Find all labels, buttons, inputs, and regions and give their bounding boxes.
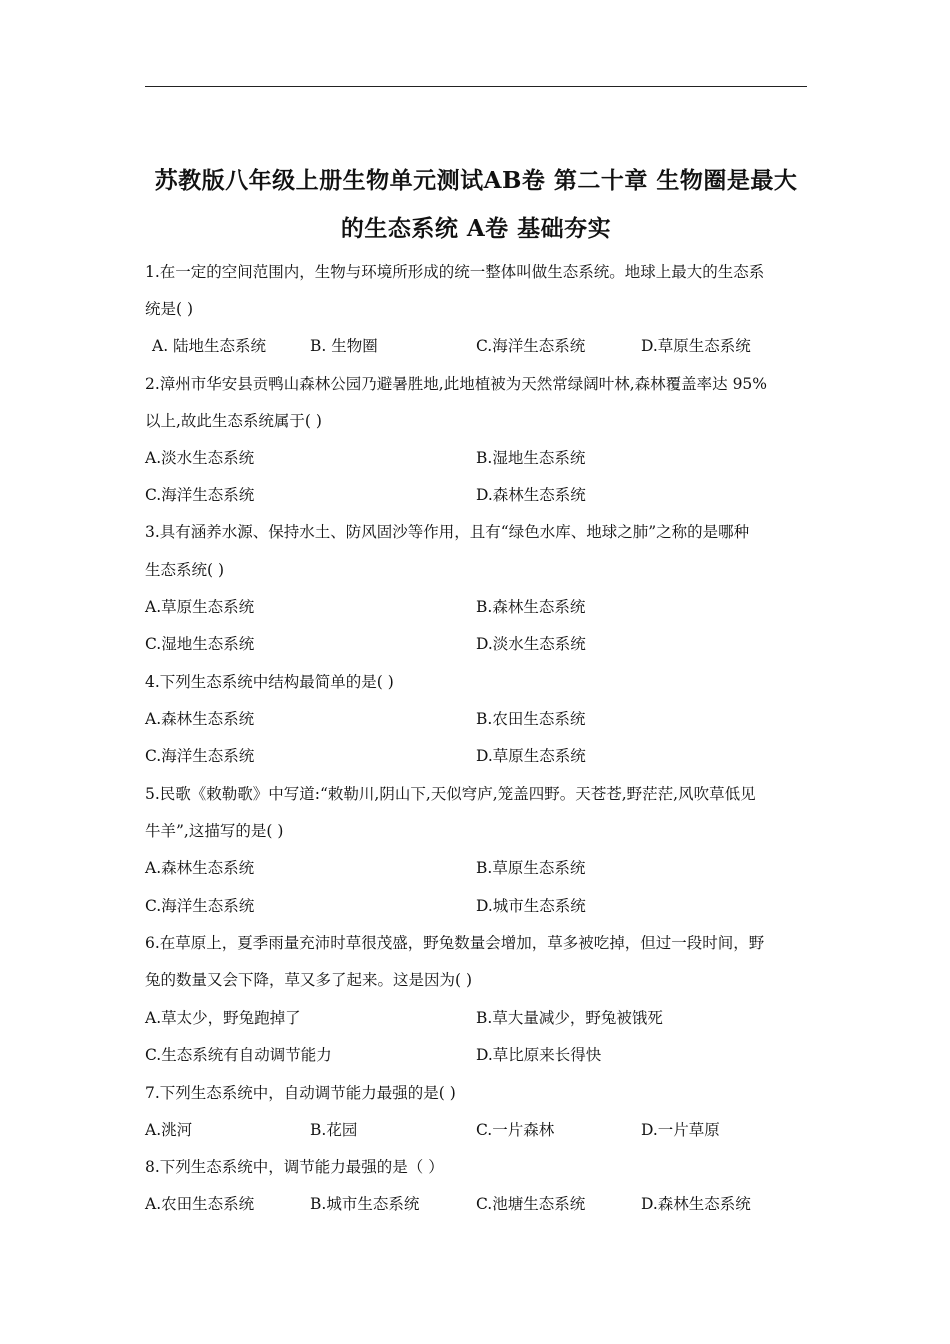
question-2-stem-line-1: 2.漳州市华安县贡鸭山森林公园乃避暑胜地,此地植被为天然常绿阔叶林,森林覆盖率达 95%: [145, 375, 768, 393]
question-1-stem-line-2: 统是( ): [145, 300, 194, 318]
question-2-option-c: C.海洋生态系统: [145, 486, 255, 504]
question-2-option-d: D.森林生态系统: [476, 486, 586, 504]
question-3-stem-line-1: 3.具有涵养水源、保持水土、防风固沙等作用，且有“绿色水库、地球之肺”之称的是哪种: [145, 523, 750, 541]
question-1-option-b: B. 生物圈: [310, 337, 378, 355]
question-4-stem-line-1: 4.下列生态系统中结构最简单的是( ): [145, 673, 394, 691]
page-title-line-2: 的生态系统 A卷 基础夯实: [340, 215, 612, 242]
question-6-option-b: B.草大量减少，野兔被饿死: [476, 1009, 663, 1027]
question-1-option-a: A. 陆地生态系统: [152, 337, 267, 355]
question-6-option-c: C.生态系统有自动调节能力: [145, 1046, 332, 1064]
question-6-stem-line-1: 6.在草原上，夏季雨量充沛时草很茂盛，野兔数量会增加，草多被吃掉，但过一段时间，野: [145, 934, 765, 952]
question-7-option-a: A.洮河: [145, 1121, 193, 1139]
question-8-option-b: B.城市生态系统: [310, 1195, 420, 1213]
question-7-option-c: C.一片森林: [476, 1121, 555, 1139]
question-3-option-d: D.淡水生态系统: [476, 635, 586, 653]
question-5-stem-line-2: 牛羊”,这描写的是( ): [145, 822, 284, 840]
question-2-option-b: B.湿地生态系统: [476, 449, 586, 467]
question-1-option-c: C.海洋生态系统: [476, 337, 586, 355]
question-5-option-c: C.海洋生态系统: [145, 897, 255, 915]
question-1-option-d: D.草原生态系统: [641, 337, 751, 355]
question-2-option-a: A.淡水生态系统: [145, 449, 255, 467]
question-4-option-a: A.森林生态系统: [145, 710, 255, 728]
question-5-option-b: B.草原生态系统: [476, 859, 586, 877]
question-3-stem-line-2: 生态系统( ): [145, 561, 225, 579]
header-rule: [145, 86, 807, 87]
question-8-stem-line-1: 8.下列生态系统中，调节能力最强的是（ ）: [145, 1158, 444, 1176]
question-3-option-a: A.草原生态系统: [145, 598, 255, 616]
question-4-option-c: C.海洋生态系统: [145, 747, 255, 765]
question-5-option-a: A.森林生态系统: [145, 859, 255, 877]
question-8-option-d: D.森林生态系统: [641, 1195, 751, 1213]
question-7-stem-line-1: 7.下列生态系统中，自动调节能力最强的是( ): [145, 1084, 456, 1102]
question-6-stem-line-2: 兔的数量又会下降，草又多了起来。这是因为( ): [145, 971, 473, 989]
question-7-option-b: B.花园: [310, 1121, 358, 1139]
question-6-option-d: D.草比原来长得快: [476, 1046, 602, 1064]
question-7-option-d: D.一片草原: [641, 1121, 720, 1139]
question-8-option-c: C.池塘生态系统: [476, 1195, 586, 1213]
question-5-stem-line-1: 5.民歌《敕勒歌》中写道:“敕勒川,阴山下,天似穹庐,笼盖四野。天苍苍,野茫茫,风吹草低见: [145, 785, 756, 803]
question-8-option-a: A.农田生态系统: [145, 1195, 255, 1213]
page-title-line-1: 苏教版八年级上册生物单元测试AB卷 第二十章 生物圈是最大: [154, 167, 798, 194]
question-3-option-c: C.湿地生态系统: [145, 635, 255, 653]
question-3-option-b: B.森林生态系统: [476, 598, 586, 616]
question-5-option-d: D.城市生态系统: [476, 897, 586, 915]
question-4-option-b: B.农田生态系统: [476, 710, 586, 728]
question-1-stem-line-1: 1.在一定的空间范围内，生物与环境所形成的统一整体叫做生态系统。地球上最大的生态系: [145, 263, 765, 281]
question-4-option-d: D.草原生态系统: [476, 747, 586, 765]
question-6-option-a: A.草太少，野兔跑掉了: [145, 1009, 301, 1027]
question-2-stem-line-2: 以上,故此生态系统属于( ): [145, 412, 322, 430]
